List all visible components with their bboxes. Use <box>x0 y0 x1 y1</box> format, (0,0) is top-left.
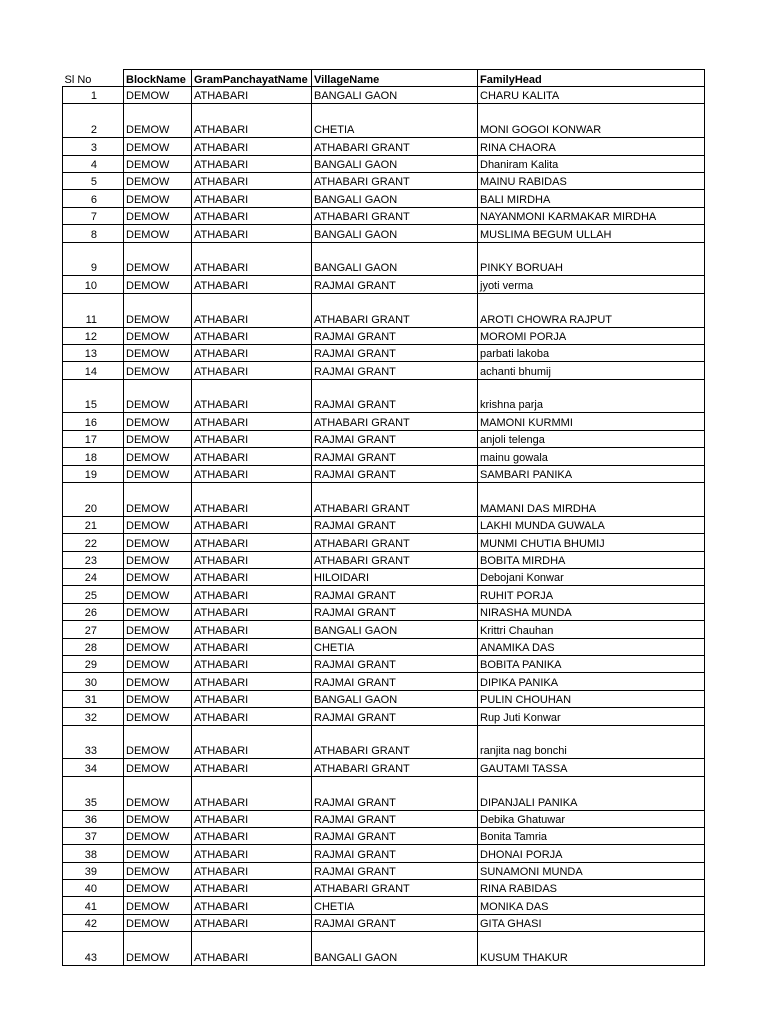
cell-village-name: CHETIA <box>312 104 478 138</box>
cell-sl-no: 29 <box>63 655 124 672</box>
cell-gram-panchayat-name: ATHABARI <box>192 225 312 242</box>
cell-family-head: BOBITA PANIKA <box>478 655 705 672</box>
table-row <box>63 430 705 447</box>
cell-gram-panchayat-name: ATHABARI <box>192 897 312 914</box>
cell-gram-panchayat-name: ATHABARI <box>192 621 312 638</box>
cell-gram-panchayat-name: ATHABARI <box>192 827 312 844</box>
cell-gram-panchayat-name: ATHABARI <box>192 759 312 776</box>
cell-family-head: PULIN CHOUHAN <box>478 690 705 707</box>
table-row <box>63 725 705 759</box>
cell-sl-no: 41 <box>63 897 124 914</box>
cell-family-head: RINA RABIDAS <box>478 880 705 897</box>
cell-sl-no: 10 <box>63 276 124 293</box>
cell-block-name: DEMOW <box>124 708 192 725</box>
cell-village-name: RAJMAI GRANT <box>312 708 478 725</box>
cell-block-name: DEMOW <box>124 534 192 551</box>
cell-sl-no: 6 <box>63 190 124 207</box>
cell-sl-no: 13 <box>63 344 124 361</box>
cell-gram-panchayat-name: ATHABARI <box>192 327 312 344</box>
cell-village-name: ATHABARI GRANT <box>312 172 478 189</box>
cell-gram-panchayat-name: ATHABARI <box>192 914 312 931</box>
cell-sl-no: 36 <box>63 810 124 827</box>
cell-block-name: DEMOW <box>124 932 192 966</box>
cell-gram-panchayat-name: ATHABARI <box>192 603 312 620</box>
cell-block-name: DEMOW <box>124 138 192 155</box>
cell-block-name: DEMOW <box>124 655 192 672</box>
cell-sl-no: 32 <box>63 708 124 725</box>
cell-village-name: RAJMAI GRANT <box>312 914 478 931</box>
cell-family-head: BALI MIRDHA <box>478 190 705 207</box>
cell-block-name: DEMOW <box>124 413 192 430</box>
cell-sl-no: 4 <box>63 155 124 172</box>
header-block-name: BlockName <box>124 70 192 87</box>
cell-sl-no: 35 <box>63 776 124 810</box>
cell-block-name: DEMOW <box>124 810 192 827</box>
cell-block-name: DEMOW <box>124 759 192 776</box>
cell-village-name: RAJMAI GRANT <box>312 776 478 810</box>
cell-gram-panchayat-name: ATHABARI <box>192 190 312 207</box>
cell-gram-panchayat-name: ATHABARI <box>192 448 312 465</box>
cell-family-head: DHONAI PORJA <box>478 845 705 862</box>
cell-block-name: DEMOW <box>124 362 192 379</box>
table-row <box>63 759 705 776</box>
header-family-head: FamilyHead <box>478 70 705 87</box>
cell-block-name: DEMOW <box>124 638 192 655</box>
cell-family-head: SUNAMONI MUNDA <box>478 862 705 879</box>
table-row <box>63 603 705 620</box>
table-row <box>63 932 705 966</box>
cell-village-name: ATHABARI GRANT <box>312 759 478 776</box>
cell-gram-panchayat-name: ATHABARI <box>192 690 312 707</box>
cell-block-name: DEMOW <box>124 776 192 810</box>
cell-family-head: PINKY BORUAH <box>478 242 705 276</box>
cell-family-head: MUSLIMA BEGUM ULLAH <box>478 225 705 242</box>
table-row <box>63 362 705 379</box>
cell-gram-panchayat-name: ATHABARI <box>192 483 312 517</box>
cell-family-head: AROTI CHOWRA RAJPUT <box>478 293 705 327</box>
table-row <box>63 845 705 862</box>
cell-gram-panchayat-name: ATHABARI <box>192 638 312 655</box>
cell-sl-no: 8 <box>63 225 124 242</box>
cell-gram-panchayat-name: ATHABARI <box>192 516 312 533</box>
table-row <box>63 673 705 690</box>
cell-gram-panchayat-name: ATHABARI <box>192 862 312 879</box>
header-village-name: VillageName <box>312 70 478 87</box>
cell-family-head: DIPIKA PANIKA <box>478 673 705 690</box>
cell-gram-panchayat-name: ATHABARI <box>192 708 312 725</box>
cell-family-head: GITA GHASI <box>478 914 705 931</box>
cell-village-name: ATHABARI GRANT <box>312 725 478 759</box>
cell-family-head: RUHIT PORJA <box>478 586 705 603</box>
table-row <box>63 690 705 707</box>
cell-family-head: MUNMI CHUTIA BHUMIJ <box>478 534 705 551</box>
header-sl-no: Sl No <box>63 70 124 87</box>
table-row <box>63 776 705 810</box>
cell-village-name: ATHABARI GRANT <box>312 207 478 224</box>
cell-block-name: DEMOW <box>124 327 192 344</box>
table-row <box>63 190 705 207</box>
cell-family-head: Debika Ghatuwar <box>478 810 705 827</box>
cell-village-name: ATHABARI GRANT <box>312 534 478 551</box>
cell-sl-no: 17 <box>63 430 124 447</box>
cell-family-head: MOROMI PORJA <box>478 327 705 344</box>
cell-gram-panchayat-name: ATHABARI <box>192 430 312 447</box>
cell-family-head: MAMANI DAS MIRDHA <box>478 483 705 517</box>
cell-village-name: RAJMAI GRANT <box>312 810 478 827</box>
cell-block-name: DEMOW <box>124 586 192 603</box>
table-row <box>63 242 705 276</box>
cell-village-name: ATHABARI GRANT <box>312 551 478 568</box>
table-row <box>63 104 705 138</box>
cell-sl-no: 26 <box>63 603 124 620</box>
cell-family-head: Bonita Tamria <box>478 827 705 844</box>
cell-sl-no: 12 <box>63 327 124 344</box>
cell-sl-no: 19 <box>63 465 124 482</box>
table-row <box>63 448 705 465</box>
table-row <box>63 276 705 293</box>
cell-family-head: MAMONI KURMMI <box>478 413 705 430</box>
cell-gram-panchayat-name: ATHABARI <box>192 655 312 672</box>
cell-gram-panchayat-name: ATHABARI <box>192 172 312 189</box>
cell-block-name: DEMOW <box>124 845 192 862</box>
cell-gram-panchayat-name: ATHABARI <box>192 155 312 172</box>
table-row <box>63 827 705 844</box>
cell-sl-no: 21 <box>63 516 124 533</box>
cell-sl-no: 28 <box>63 638 124 655</box>
cell-village-name: ATHABARI GRANT <box>312 483 478 517</box>
cell-block-name: DEMOW <box>124 690 192 707</box>
cell-village-name: RAJMAI GRANT <box>312 655 478 672</box>
cell-family-head: krishna parja <box>478 379 705 413</box>
cell-sl-no: 38 <box>63 845 124 862</box>
cell-block-name: DEMOW <box>124 516 192 533</box>
cell-block-name: DEMOW <box>124 430 192 447</box>
cell-family-head: KUSUM THAKUR <box>478 932 705 966</box>
table-row <box>63 344 705 361</box>
table-row <box>63 534 705 551</box>
cell-sl-no: 37 <box>63 827 124 844</box>
cell-village-name: CHETIA <box>312 897 478 914</box>
cell-sl-no: 39 <box>63 862 124 879</box>
cell-village-name: BANGALI GAON <box>312 932 478 966</box>
cell-village-name: RAJMAI GRANT <box>312 845 478 862</box>
cell-sl-no: 40 <box>63 880 124 897</box>
cell-block-name: DEMOW <box>124 276 192 293</box>
table-row <box>63 880 705 897</box>
cell-family-head: DIPANJALI PANIKA <box>478 776 705 810</box>
cell-gram-panchayat-name: ATHABARI <box>192 880 312 897</box>
cell-sl-no: 7 <box>63 207 124 224</box>
cell-gram-panchayat-name: ATHABARI <box>192 413 312 430</box>
cell-village-name: RAJMAI GRANT <box>312 673 478 690</box>
cell-village-name: RAJMAI GRANT <box>312 430 478 447</box>
cell-block-name: DEMOW <box>124 293 192 327</box>
cell-gram-panchayat-name: ATHABARI <box>192 534 312 551</box>
table-row <box>63 551 705 568</box>
cell-village-name: BANGALI GAON <box>312 87 478 104</box>
cell-family-head: ranjita nag bonchi <box>478 725 705 759</box>
cell-village-name: ATHABARI GRANT <box>312 293 478 327</box>
cell-block-name: DEMOW <box>124 880 192 897</box>
cell-family-head: anjoli telenga <box>478 430 705 447</box>
cell-village-name: RAJMAI GRANT <box>312 586 478 603</box>
cell-block-name: DEMOW <box>124 862 192 879</box>
cell-gram-panchayat-name: ATHABARI <box>192 776 312 810</box>
cell-family-head: CHARU KALITA <box>478 87 705 104</box>
cell-block-name: DEMOW <box>124 242 192 276</box>
cell-village-name: BANGALI GAON <box>312 621 478 638</box>
table-row <box>63 655 705 672</box>
table-row <box>63 914 705 931</box>
cell-gram-panchayat-name: ATHABARI <box>192 465 312 482</box>
cell-gram-panchayat-name: ATHABARI <box>192 276 312 293</box>
cell-gram-panchayat-name: ATHABARI <box>192 207 312 224</box>
cell-block-name: DEMOW <box>124 603 192 620</box>
cell-village-name: RAJMAI GRANT <box>312 344 478 361</box>
cell-family-head: SAMBARI PANIKA <box>478 465 705 482</box>
cell-village-name: CHETIA <box>312 638 478 655</box>
cell-block-name: DEMOW <box>124 827 192 844</box>
cell-sl-no: 24 <box>63 569 124 586</box>
cell-block-name: DEMOW <box>124 465 192 482</box>
cell-gram-panchayat-name: ATHABARI <box>192 810 312 827</box>
cell-gram-panchayat-name: ATHABARI <box>192 104 312 138</box>
cell-family-head: ANAMIKA DAS <box>478 638 705 655</box>
cell-sl-no: 34 <box>63 759 124 776</box>
cell-block-name: DEMOW <box>124 673 192 690</box>
cell-block-name: DEMOW <box>124 569 192 586</box>
cell-family-head: NIRASHA MUNDA <box>478 603 705 620</box>
cell-sl-no: 20 <box>63 483 124 517</box>
table-row <box>63 810 705 827</box>
table-row <box>63 172 705 189</box>
table-row <box>63 465 705 482</box>
cell-gram-panchayat-name: ATHABARI <box>192 362 312 379</box>
family-head-table <box>62 69 705 966</box>
cell-gram-panchayat-name: ATHABARI <box>192 932 312 966</box>
cell-block-name: DEMOW <box>124 190 192 207</box>
cell-block-name: DEMOW <box>124 551 192 568</box>
cell-family-head: parbati lakoba <box>478 344 705 361</box>
cell-sl-no: 11 <box>63 293 124 327</box>
cell-gram-panchayat-name: ATHABARI <box>192 138 312 155</box>
header-gram-panchayat-name: GramPanchayatName <box>192 70 312 87</box>
table-row <box>63 586 705 603</box>
cell-gram-panchayat-name: ATHABARI <box>192 725 312 759</box>
cell-gram-panchayat-name: ATHABARI <box>192 551 312 568</box>
table-row <box>63 413 705 430</box>
cell-block-name: DEMOW <box>124 448 192 465</box>
cell-family-head: Debojani Konwar <box>478 569 705 586</box>
cell-village-name: BANGALI GAON <box>312 155 478 172</box>
cell-block-name: DEMOW <box>124 725 192 759</box>
cell-block-name: DEMOW <box>124 897 192 914</box>
cell-sl-no: 43 <box>63 932 124 966</box>
table-row <box>63 483 705 517</box>
cell-village-name: RAJMAI GRANT <box>312 448 478 465</box>
cell-village-name: RAJMAI GRANT <box>312 379 478 413</box>
header-row <box>63 70 705 87</box>
cell-block-name: DEMOW <box>124 379 192 413</box>
cell-family-head: BOBITA MIRDHA <box>478 551 705 568</box>
cell-sl-no: 27 <box>63 621 124 638</box>
cell-family-head: MAINU RABIDAS <box>478 172 705 189</box>
cell-village-name: ATHABARI GRANT <box>312 413 478 430</box>
cell-family-head: achanti bhumij <box>478 362 705 379</box>
cell-village-name: BANGALI GAON <box>312 242 478 276</box>
cell-village-name: BANGALI GAON <box>312 190 478 207</box>
cell-sl-no: 14 <box>63 362 124 379</box>
table-row <box>63 621 705 638</box>
cell-sl-no: 18 <box>63 448 124 465</box>
cell-gram-panchayat-name: ATHABARI <box>192 293 312 327</box>
cell-family-head: jyoti verma <box>478 276 705 293</box>
table-row <box>63 638 705 655</box>
cell-village-name: BANGALI GAON <box>312 690 478 707</box>
cell-village-name: RAJMAI GRANT <box>312 603 478 620</box>
cell-gram-panchayat-name: ATHABARI <box>192 242 312 276</box>
cell-gram-panchayat-name: ATHABARI <box>192 87 312 104</box>
cell-sl-no: 25 <box>63 586 124 603</box>
table-row <box>63 87 705 104</box>
cell-village-name: RAJMAI GRANT <box>312 862 478 879</box>
cell-village-name: HILOIDARI <box>312 569 478 586</box>
cell-family-head: MONIKA DAS <box>478 897 705 914</box>
cell-block-name: DEMOW <box>124 104 192 138</box>
cell-village-name: RAJMAI GRANT <box>312 827 478 844</box>
table-row <box>63 207 705 224</box>
cell-block-name: DEMOW <box>124 483 192 517</box>
cell-family-head: RINA CHAORA <box>478 138 705 155</box>
cell-gram-panchayat-name: ATHABARI <box>192 344 312 361</box>
cell-sl-no: 5 <box>63 172 124 189</box>
cell-sl-no: 16 <box>63 413 124 430</box>
cell-village-name: ATHABARI GRANT <box>312 138 478 155</box>
table-row <box>63 897 705 914</box>
cell-sl-no: 22 <box>63 534 124 551</box>
cell-block-name: DEMOW <box>124 87 192 104</box>
table-row <box>63 155 705 172</box>
cell-sl-no: 42 <box>63 914 124 931</box>
table-row <box>63 327 705 344</box>
cell-gram-panchayat-name: ATHABARI <box>192 379 312 413</box>
cell-family-head: Dhaniram Kalita <box>478 155 705 172</box>
table-row <box>63 708 705 725</box>
cell-family-head: Rup Juti Konwar <box>478 708 705 725</box>
cell-sl-no: 2 <box>63 104 124 138</box>
cell-family-head: mainu gowala <box>478 448 705 465</box>
cell-family-head: LAKHI MUNDA GUWALA <box>478 516 705 533</box>
cell-sl-no: 23 <box>63 551 124 568</box>
cell-sl-no: 15 <box>63 379 124 413</box>
cell-sl-no: 30 <box>63 673 124 690</box>
cell-block-name: DEMOW <box>124 207 192 224</box>
cell-sl-no: 33 <box>63 725 124 759</box>
cell-block-name: DEMOW <box>124 621 192 638</box>
cell-family-head: NAYANMONI KARMAKAR MIRDHA <box>478 207 705 224</box>
table-row <box>63 293 705 327</box>
table-row <box>63 138 705 155</box>
cell-sl-no: 1 <box>63 87 124 104</box>
cell-sl-no: 9 <box>63 242 124 276</box>
cell-block-name: DEMOW <box>124 344 192 361</box>
cell-block-name: DEMOW <box>124 155 192 172</box>
cell-gram-panchayat-name: ATHABARI <box>192 586 312 603</box>
cell-village-name: RAJMAI GRANT <box>312 516 478 533</box>
cell-village-name: RAJMAI GRANT <box>312 327 478 344</box>
cell-village-name: BANGALI GAON <box>312 225 478 242</box>
table-row <box>63 862 705 879</box>
cell-village-name: RAJMAI GRANT <box>312 276 478 293</box>
cell-gram-panchayat-name: ATHABARI <box>192 569 312 586</box>
cell-block-name: DEMOW <box>124 914 192 931</box>
table-row <box>63 516 705 533</box>
cell-block-name: DEMOW <box>124 172 192 189</box>
cell-sl-no: 3 <box>63 138 124 155</box>
cell-sl-no: 31 <box>63 690 124 707</box>
table-row <box>63 569 705 586</box>
cell-village-name: RAJMAI GRANT <box>312 465 478 482</box>
table-row <box>63 379 705 413</box>
table-row <box>63 225 705 242</box>
cell-block-name: DEMOW <box>124 225 192 242</box>
cell-gram-panchayat-name: ATHABARI <box>192 845 312 862</box>
cell-village-name: RAJMAI GRANT <box>312 362 478 379</box>
cell-village-name: ATHABARI GRANT <box>312 880 478 897</box>
cell-gram-panchayat-name: ATHABARI <box>192 673 312 690</box>
cell-family-head: Krittri Chauhan <box>478 621 705 638</box>
cell-family-head: MONI GOGOI KONWAR <box>478 104 705 138</box>
cell-family-head: GAUTAMI TASSA <box>478 759 705 776</box>
